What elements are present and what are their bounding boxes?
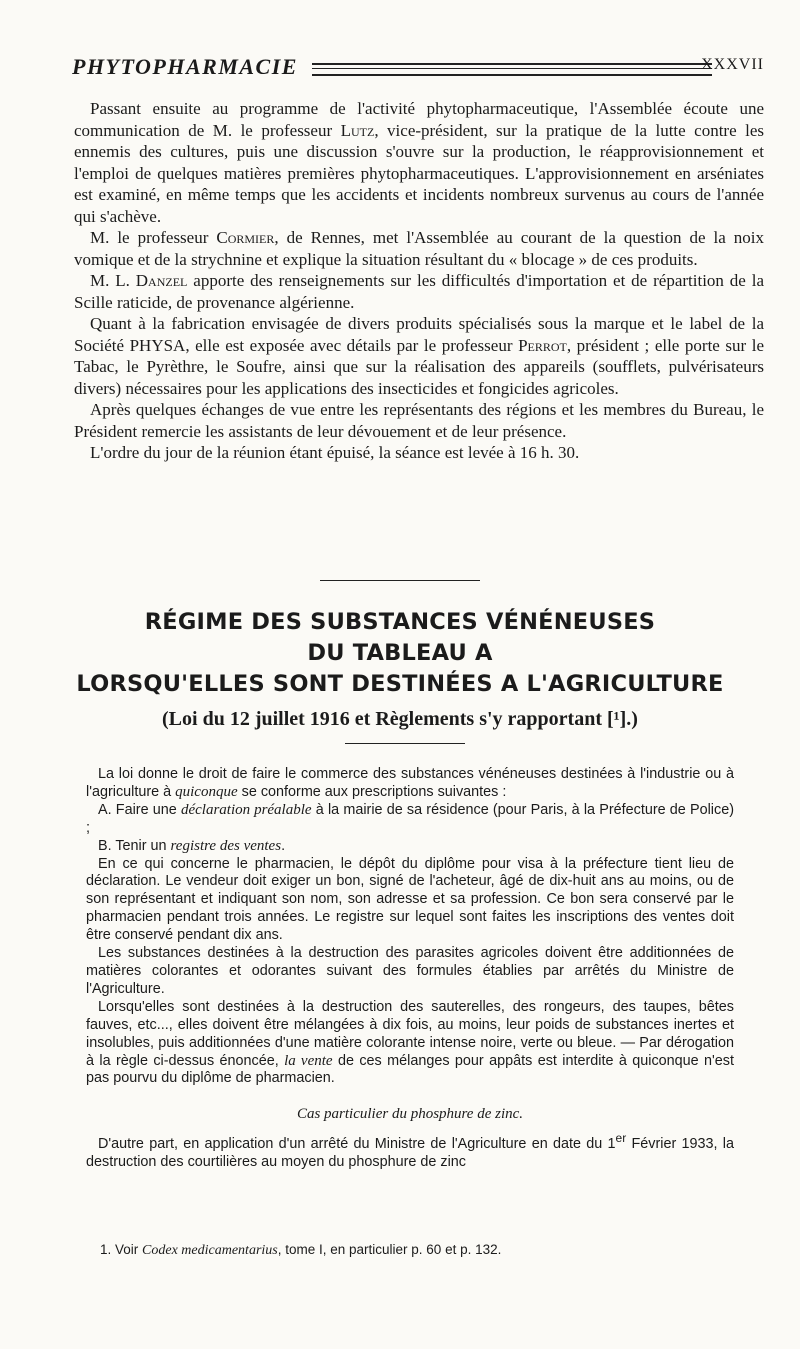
header-rule — [312, 63, 712, 76]
paragraph-thanks: Après quelques échanges de vue entre les représentants des régions et les membres du Bureau, le Président remercie les assistants de leur dévouement et de leur présence. — [74, 400, 764, 441]
paragraph-closing: L'ordre du jour de la réunion étant épuisé, la séance est levée à 16 h. 30. — [90, 443, 580, 462]
paragraph-sauterelles: Lorsqu'elles sont destinées à la destruction des sauterelles, des rongeurs, des taupes, bêtes fauves, etc..., elles doivent être mélangées à dix fois, au moins, leur poids de substances inertes et insolubles, puis additionnées d'une matière colorante intense noire, verte ou bleue. — Par dérogation à la règle ci-dessus énoncée, la vente de ces mélanges pour appâts est interdite à quiconque n'est pas pourvu du diplôme de pharmacien. — [86, 998, 734, 1087]
heading-line-2: DU TABLEAU A — [307, 640, 493, 666]
list-item-a: A. Faire une déclaration préalable à la mairie de sa résidence (pour Paris, à la Préfecture de Police) ; — [86, 801, 734, 836]
paragraph-physa: Quant à la fabrication envisagée de divers produits spécialisés sous la marque et le label de la Société PHYSA, elle est exposée avec détails par le professeur Perrot, président ; elle porte sur le Tabac, le Pyrèthre, le Soufre, ainsi que sur la réalisation des appareils (soufflets, pulvérisateurs divers) nécessaires pour les applications des insecticides et fongicides agricoles. — [74, 314, 764, 398]
paragraph-autre-part: D'autre part, en application d'un arrêté du Ministre de l'Agriculture en date du 1er Février 1933, la destruction des courtilières au moyen du phosphure de zinc — [86, 1131, 734, 1170]
footnote: 1. Voir Codex medicamentarius, tome I, en particulier p. 60 et p. 132. — [100, 1242, 502, 1258]
paragraph-lutz: Passant ensuite au programme de l'activité phytopharmaceutique, l'Assemblée écoute une communication de M. le professeur Lutz, vice-président, sur la pratique de la lutte contre les ennemis des cultures, puis une discussion s'ouvre sur la production, le réapprovisionnement et l'emploi de quelques matières premières phytopharmaceutiques. L'approvisionnement en arséniates est examiné, en même temps que les accidents et incidents nombreux survenus au cours de l'année qui s'achève. — [74, 99, 764, 226]
paragraph-danzel: M. L. Danzel apporte des renseignements sur les difficultés d'importation et de répartition de la Scille raticide, de provenance algérienne. — [74, 271, 764, 312]
regulation-text — [86, 766, 734, 1172]
paragraph-pharmacien: En ce qui concerne le pharmacien, le dépôt du diplôme pour visa à la préfecture tient lieu de déclaration. Le vendeur doit exiger un bon, signé de l'acheteur, âgé de dix-huit ans au moins, ou de son représentant et indiquant son nom, son adresse et sa profession. Ce bon sera conservé par le pharmacien pendant trois années. Le registre sur lequel sont faites les inscriptions des ventes doit être conservé pendant dix ans. — [86, 855, 734, 944]
running-header — [72, 52, 764, 86]
heading-underline — [345, 743, 465, 744]
name-perrot: Perrot — [518, 335, 567, 355]
meeting-report — [74, 98, 764, 464]
heading-line-3: LORSQU'ELLES SONT DESTINÉES A L'AGRICULTURE — [76, 671, 724, 697]
paragraph-intro: La loi donne le droit de faire le commerce des substances vénéneuses destinées à l'industrie ou à l'agriculture à quiconque se conforme aux prescriptions suivantes : — [86, 766, 734, 800]
paragraph-cormier: M. le professeur Cormier, de Rennes, met l'Assemblée au courant de la question de la noix vomique et de la strychnine et explique la situation résultant du « blocage » de ces produits. — [74, 228, 764, 269]
section-heading — [60, 607, 740, 734]
journal-title: PHYTOPHARMACIE — [72, 54, 298, 79]
name-cormier: Cormier — [216, 228, 275, 247]
heading-subtitle: (Loi du 12 juillet 1916 et Règlements s'y rapportant [¹].) — [162, 708, 638, 730]
subsection-title: Cas particulier du phosphure de zinc. — [296, 1106, 524, 1123]
paragraph-substances: Les substances destinées à la destruction des parasites agricoles doivent être additionnées de matières colorantes et odorantes suivant des formules établies par arrêtés du Ministre de l'Agriculture. — [86, 945, 734, 997]
list-item-b: B. Tenir un registre des ventes. — [98, 837, 286, 854]
section-divider — [320, 580, 480, 581]
heading-line-1: RÉGIME DES SUBSTANCES VÉNÉNEUSES — [144, 609, 656, 635]
name-lutz: Lutz — [340, 120, 375, 140]
name-danzel: Danzel — [135, 271, 188, 290]
page-number: XXXVII — [701, 56, 764, 73]
